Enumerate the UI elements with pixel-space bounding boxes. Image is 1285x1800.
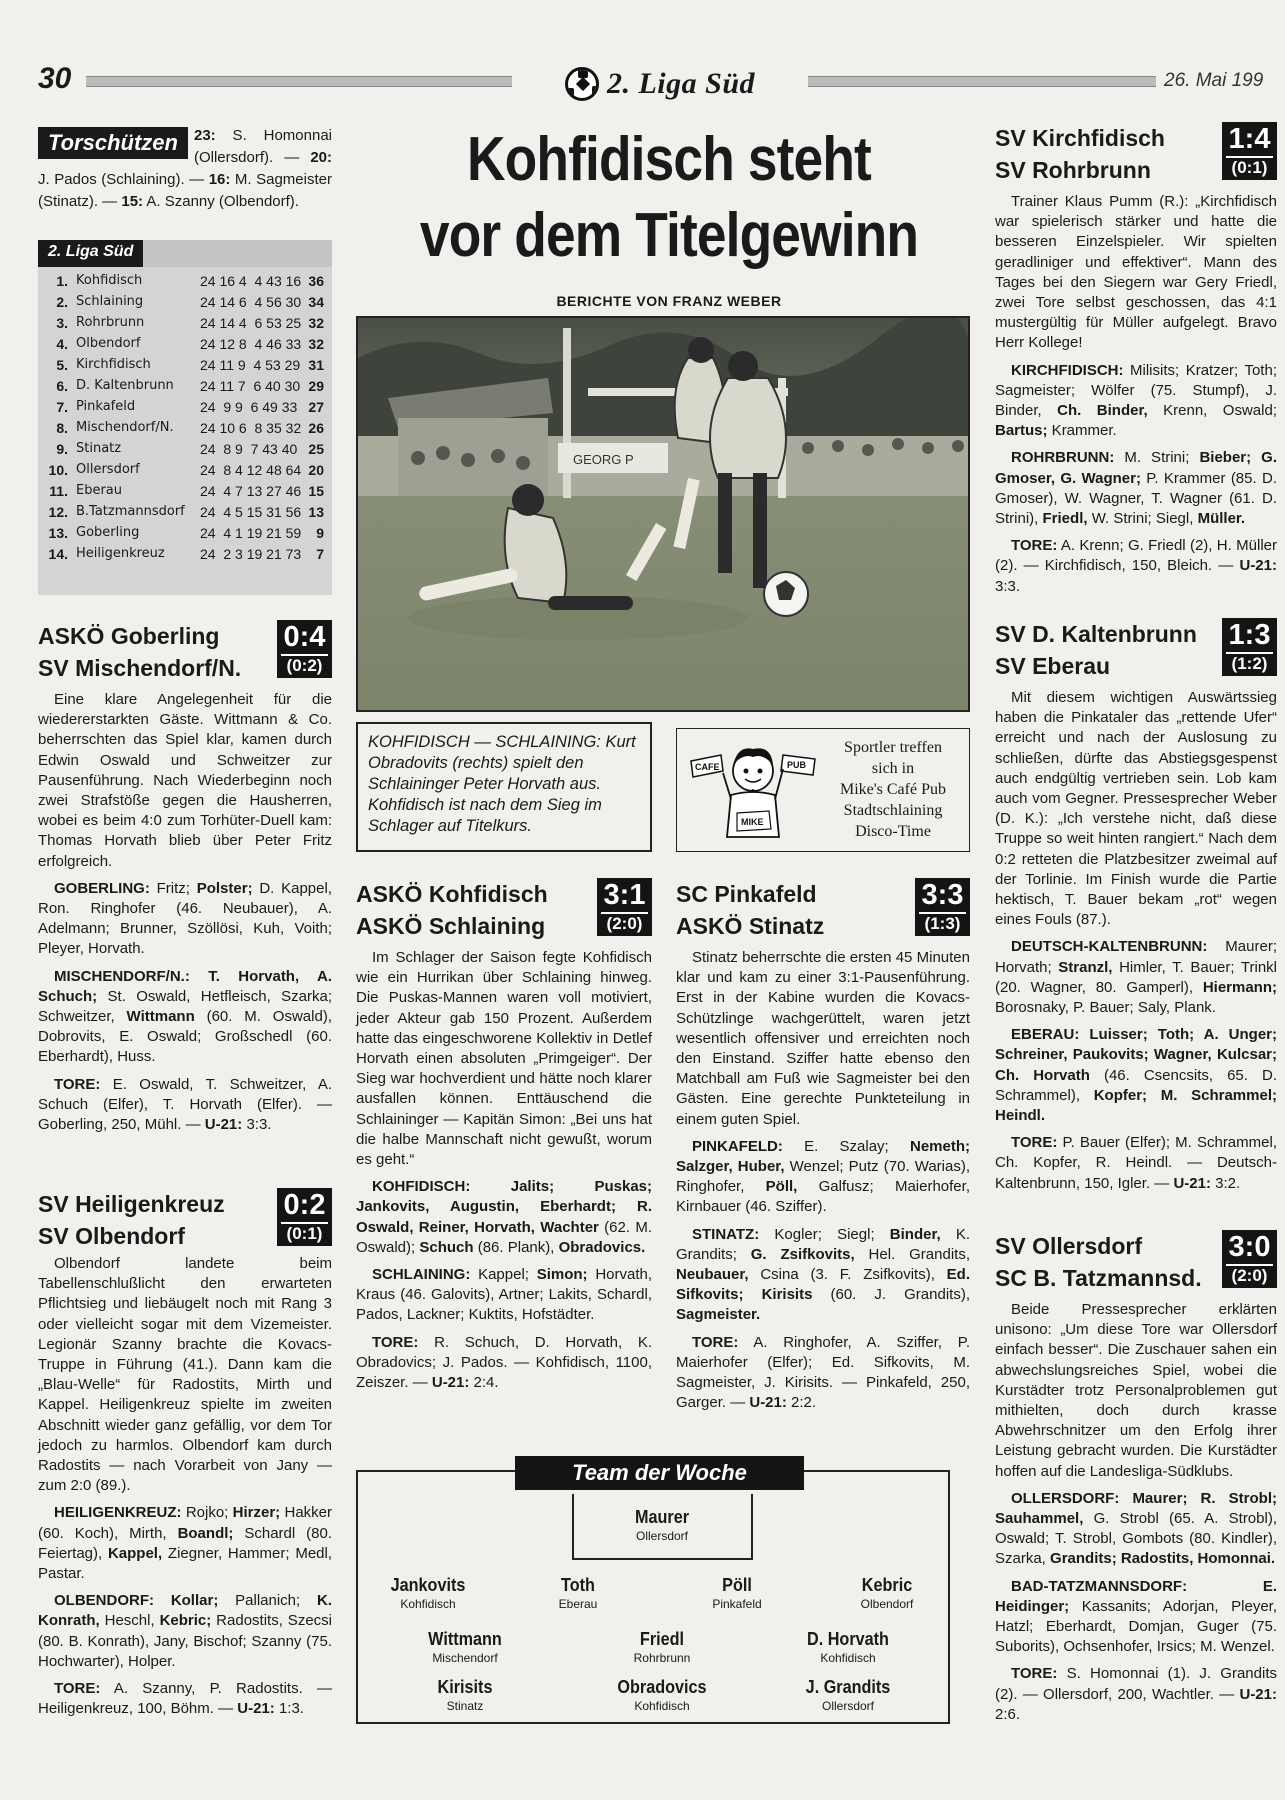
match-photo	[356, 316, 970, 712]
lineup-away: STINATZ: Kogler; Siegl; Binder, K. Grandits; G. Zsifkovits, Hel. Grandits, Neubauer, Csina (3. F. Zsifkovits), Ed. Sifkovits; Kirisits (60. J. Grandits), Sagmeister.	[676, 1225, 970, 1324]
lineup-away: EBERAU: Luisser; Toth; A. Unger; Schreiner, Paukovits; Wagner, Kulcsar; Ch. Horvath (46. Csencsits, 65. D. Schrammel), Kopfer; M. Schrammel; Heindl.	[995, 1026, 1277, 1125]
match-report: Im Schlager der Saison fegte Kohfidisch wie ein Hurrikan über Schlaining hinweg. Die Puskas-Mannen waren voll motiviert, jeder Akteur gab 150 Prozent. Außerdem hatte das eingeschworene Kollektiv in Detlef Horvath einen absoluten „Primgeiger“. Der Sieg war hochverdient und hätte noch klarer ausfallen können. Enttäuschend die Schlaininger — Kapitän Simon: „Bei uns hat die halbe Mannschaft nicht gewußt, worum es geht.“	[356, 949, 652, 1169]
lineup-home: DEUTSCH-KALTENBRUNN: Maurer; Horvath; Stranzl, Himler, T. Bauer; Trinkl (20. Wagner, 80. Gamperl), Hiermann; Borosnaky, P. Bauer; Saly, Plank.	[995, 938, 1277, 1017]
table-cell-team: Stinatz	[76, 441, 122, 456]
lineup-home: PINKAFELD: E. Szalay; Nemeth; Salzger, Huber, Wenzel; Putz (70. Warias), Ringhofer, Pöll, Galfusz; Maierhofer, Kirnbauer (46. Sziffer).	[676, 1137, 970, 1216]
soccer-ball-icon	[565, 67, 599, 101]
table-cell-pos: 14.	[48, 546, 68, 562]
lineup-home: KIRCHFIDISCH: Milisits; Kratzer; Toth; Sagmeister; Wölfer (75. Stumpf), J. Binder, Ch. Binder, Krenn, Oswald; Bartus; Krammer.	[995, 361, 1277, 440]
byline: BERICHTE VON FRANZ WEBER	[556, 293, 782, 309]
goals-line: TORE: A. Krenn; G. Friedl (2), H. Müller (2). — Kirchfidisch, 150, Bleich. — U-21: 3:3.	[995, 537, 1277, 595]
table-row	[46, 294, 324, 315]
apron-text: MIKE	[741, 817, 764, 827]
table-cell-pos: 13.	[48, 525, 68, 541]
team-home: SV Heiligenkreuz	[38, 1191, 225, 1217]
headline: Kohfidisch steht vor dem Titelgewinn	[419, 125, 919, 270]
table-cell-pts: 32	[308, 336, 324, 352]
match-ollersdorf	[995, 1230, 1277, 1725]
table-header	[38, 240, 332, 267]
section-title: 2. Liga Süd	[606, 67, 756, 100]
goals-line: TORE: A. Ringhofer, A. Sziffer, P. Maierhofer (Elfer); Ed. Sifkovits, M. Sagmeister, J. Kirisits. — Pinkafeld, 250, Garger. — U-21: 2:2.	[676, 1333, 970, 1412]
table-cell-pts: 29	[308, 378, 324, 394]
table-row	[46, 546, 324, 567]
page-number: 30	[38, 62, 72, 95]
table-cell-stats: 24 8 4 12 48 64	[200, 462, 302, 478]
table-cell-team: B.Tatzmannsdorf	[76, 504, 185, 519]
team-home: SV Ollersdorf	[995, 1233, 1142, 1259]
match-kohfidisch	[356, 878, 652, 1393]
match-report: Mit diesem wichtigen Auswärtssieg haben die Pinkataler das „rettende Ufer“ erreicht und nach der Auslosung zu schließen, dürfte das Abstiegsgespenst auch endgültig vertrieben sein. Lob kam auch vom Gegner. Pressesprecher Weber (D. K.): „Ich verstehe nicht, daß diese Truppe so weit hinten rangiert.“ Nach dem 0:2 retteten die Platzbesitzer zweimal auf der Torlinie. Im Finish wurde die Partie hektisch, T. Bauer bekam „rot“ wegen eines Fouls (87.).	[995, 689, 1277, 929]
team-away: ASKÖ Stinatz	[676, 913, 825, 939]
table-row	[46, 273, 324, 294]
team-home: ASKÖ Kohfidisch	[356, 881, 548, 907]
match-kaltenbrunn	[995, 618, 1277, 1194]
table-cell-pts: 9	[316, 525, 324, 541]
player: Toth Eberau	[558, 1575, 598, 1611]
table-cell-stats: 24 4 5 15 31 56	[200, 504, 302, 520]
goals-line: TORE: R. Schuch, D. Horvath, K. Obradovics; J. Pados. — Kohfidisch, 1100, Zeiszer. — U-21: 2:4.	[356, 1333, 652, 1392]
table-cell-pts: 26	[308, 420, 324, 436]
table-row	[46, 357, 324, 378]
table-cell-stats: 24 16 4 4 43 16	[200, 273, 302, 289]
table-cell-pts: 13	[308, 504, 324, 520]
team-home: SC Pinkafeld	[676, 881, 817, 907]
table-cell-team: Olbendorf	[76, 336, 141, 351]
goals-line: TORE: A. Szanny, P. Radostits. — Heiligenkreuz, 100, Böhm. — U-21: 1:3.	[38, 1680, 332, 1718]
table-row	[46, 420, 324, 441]
table-cell-stats: 24 14 4 6 53 25	[200, 315, 302, 331]
lineup-home: KOHFIDISCH: Jalits; Puskas; Jankovits, Augustin, Eberhardt; R. Oswald, Reiner, Horvath, Wachter (62. M. Oswald); Schuch (86. Plank), Obradovics.	[356, 1178, 652, 1256]
lineup-home: HEILIGENKREUZ: Rojko; Hirzer; Hakker (60. Koch), Mirth, Boandl; Schardl (80. Feiertag), Kappel, Ziegner, Hammer; Medl, Pastar.	[38, 1504, 333, 1583]
table-row	[46, 441, 324, 462]
match-goberling	[38, 620, 332, 1135]
table-cell-team: Kirchfidisch	[76, 357, 151, 372]
table-cell-team: D. Kaltenbrunn	[76, 378, 174, 393]
score-badge: 1:3 (1:2)	[1222, 618, 1277, 676]
table-cell-pos: 3.	[56, 315, 68, 331]
header-rule-right	[808, 76, 1156, 87]
score-badge: 0:4 (0:2)	[277, 620, 332, 678]
mike-mascot-illustration	[683, 737, 823, 845]
table-cell-pos: 1.	[56, 273, 68, 289]
table-row	[46, 504, 324, 525]
table-cell-pos: 7.	[56, 399, 68, 415]
table-cell-team: Pinkafeld	[76, 399, 136, 414]
match-report: Eine klare Angelegenheit für die wiedererstarkten Gäste. Wittmann & Co. beherrschten das Spiel klar, kamen durch Edwin Oswald und Schweitzer zur Pausenführung. Nach Wiederbeginn noch zwei Strafstöße gegen die Hausherren, wobei es beim 4:0 zum Torhüter-Duell kam: Thomas Horvath blieb über Peter Fritz erfolgreich.	[38, 691, 332, 870]
match-report: Trainer Klaus Pumm (R.): „Kirchfidisch war spielerisch stärker und hatte die besseren Einzelspieler. Wir spielten geradliniger und effektiver“. Mann des Tages bei den Siegern war Gery Friedl, zwei Tore selbst geschossen, das 4:1 mustergültig für Müller aufgelegt. Bravo Herr Kollege!	[995, 193, 1277, 352]
table-cell-pos: 6.	[56, 378, 68, 394]
table-cell-pts: 31	[308, 357, 324, 373]
table-row	[46, 525, 324, 546]
goals-line: TORE: P. Bauer (Elfer); M. Schrammel, Ch. Kopfer, R. Heindl. — Deutsch-Kaltenbrunn, 150, Igler. — U-21: 3:2.	[995, 1134, 1277, 1192]
header-rule-left	[86, 76, 512, 87]
table-cell-stats: 24 11 7 6 40 30	[200, 378, 301, 394]
team-of-the-week	[356, 1460, 950, 1724]
team-away: ASKÖ Schlaining	[356, 913, 546, 939]
table-cell-team: Goberling	[76, 525, 140, 540]
score-badge: 3:1 (2:0)	[597, 878, 652, 936]
table-cell-pos: 8.	[56, 420, 68, 436]
lineup-home: GOBERLING: Fritz; Polster; D. Kappel, Ron. Ringhofer (46. Neubauer), A. Adelmann; Brunner, Szöllösi, Kuh, Voith; Pleyer, Horvath.	[38, 879, 332, 958]
table-cell-stats: 24 8 9 7 43 40	[200, 441, 298, 457]
table-cell-pos: 2.	[56, 294, 68, 310]
player: Obradovics Kohfidisch	[617, 1677, 707, 1713]
lineup-away: SCHLAINING: Kappel; Simon; Horvath, Kraus (46. Galovits), Artner; Lakits, Schardl, Pados, Lackner; Kuktits, Hofstädter.	[356, 1266, 653, 1324]
match-report: Beide Pressesprecher erklärten unisono: „Um diese Tore war Ollersdorf einfach besser“. Die Zuschauer sahen ein abwechslungsreiches Spiel, wobei die Kurstädter trotz Personalproblemen gut mithielten, doch durch krasse Abwehrschnitzer um den Erfolg ihrer Leistung gebracht wurden. Die Kurstädter hoffen auf die Landesliga-Südklubs.	[995, 1301, 1277, 1480]
table-cell-stats: 24 11 9 4 53 29	[200, 357, 301, 373]
goals-line: TORE: S. Homonnai (1). J. Grandits (2). — Ollersdorf, 200, Wachtler. — U-21: 2:6.	[995, 1665, 1277, 1723]
pub-sign-text: PUB	[787, 760, 807, 770]
table-row	[46, 483, 324, 504]
score-badge: 1:4 (0:1)	[1222, 122, 1277, 180]
score-badge: 0:2 (0:1)	[277, 1188, 332, 1246]
lineup-away: OLBENDORF: Kollar; Pallanich; K. Konrath, Heschl, Kebric; Radostits, Szecsi (80. B. Konrath), Jany, Bischof; Szanny (75. Hochwarter), Holper.	[38, 1592, 332, 1670]
player: Kebric Olbendorf	[860, 1575, 914, 1611]
player-goalkeeper: Maurer Ollersdorf	[634, 1507, 690, 1543]
issue-date: 26. Mai 199	[1164, 70, 1264, 91]
table-cell-pts: 20	[308, 462, 324, 478]
goals-line: TORE: E. Oswald, T. Schweitzer, A. Schuch (Elfer), T. Horvath (Elfer). — Goberling, 250, Mühl. — U-21: 3:3.	[38, 1075, 332, 1134]
table-cell-stats: 24 14 6 4 56 30	[200, 294, 302, 310]
team-home: SV D. Kaltenbrunn	[995, 621, 1197, 647]
table-label: 2. Liga Süd	[38, 240, 143, 267]
team-away: SV Rohrbrunn	[995, 157, 1151, 183]
table-cell-pos: 9.	[56, 441, 68, 457]
table-cell-team: Schlaining	[76, 294, 144, 309]
section-logo	[522, 64, 798, 104]
table-cell-team: Mischendorf/N.	[76, 420, 174, 435]
table-cell-pts: 25	[308, 441, 324, 457]
lineup-away: MISCHENDORF/N.: T. Horvath, A. Schuch; St. Oswald, Hetfleisch, Szarka; Schweitzer, Wittmann (60. M. Oswald), Dobrovits, E. Oswald; Großschedl (60. Eberhardt), Huss.	[38, 967, 332, 1066]
match-pinkafeld	[676, 878, 970, 1413]
table-cell-team: Heiligenkreuz	[76, 546, 165, 561]
table-cell-pos: 5.	[56, 357, 68, 373]
table-cell-pos: 12.	[48, 504, 68, 520]
table-cell-pts: 34	[308, 294, 324, 310]
lineup-away: ROHRBRUNN: M. Strini; Bieber; G. Gmoser, G. Wagner; P. Krammer (85. D. Gmoser), W. Wagner, T. Wagner (61. D. Strini), Friedl, W. Strini; Siegl, Müller.	[995, 449, 1277, 528]
team-away: SV Mischendorf/N.	[38, 655, 242, 681]
player: Jankovits Kohfidisch	[390, 1575, 466, 1611]
player: Pöll Pinkafeld	[712, 1575, 762, 1611]
score-badge: 3:0 (2:0)	[1222, 1230, 1277, 1288]
player: Kirisits Stinatz	[437, 1677, 493, 1713]
table-cell-stats: 24 10 6 8 35 32	[200, 420, 302, 436]
table-cell-pos: 10.	[48, 462, 68, 478]
player: J. Grandits Ollersdorf	[805, 1677, 891, 1713]
table-row	[46, 399, 324, 420]
lineup-home: OLLERSDORF: Maurer; R. Strobl; Sauhammel, G. Strobl (65. A. Strobl), Oswald; T. Strobl, Gombots (80. Kindler), Szarka, Grandits; Radostits, Homonnai.	[995, 1489, 1277, 1568]
table-cell-team: Rohrbrunn	[76, 315, 145, 330]
team-home: SV Kirchfidisch	[995, 125, 1165, 151]
team-away: SV Eberau	[995, 653, 1111, 679]
table-cell-team: Kohfidisch	[76, 273, 143, 288]
table-cell-stats: 24 12 8 4 46 33	[200, 336, 302, 352]
table-cell-stats: 24 2 3 19 21 73	[200, 546, 302, 562]
table-cell-pts: 27	[308, 399, 324, 415]
league-table	[38, 267, 332, 595]
table-row	[46, 336, 324, 357]
team-away: SV Olbendorf	[38, 1223, 185, 1249]
table-cell-pts: 36	[308, 273, 324, 289]
team-home: ASKÖ Goberling	[38, 623, 220, 649]
table-cell-pts: 15	[308, 483, 324, 499]
table-cell-pos: 11.	[49, 483, 68, 499]
match-kirchfidisch	[995, 122, 1277, 597]
player: Wittmann Mischendorf	[428, 1629, 502, 1665]
table-cell-pts: 32	[308, 315, 324, 331]
table-row	[46, 378, 324, 399]
match-heiligenkreuz	[38, 1188, 332, 1719]
banner-text: GEORG P	[573, 452, 634, 467]
team-of-week-title: Team der Woche	[515, 1456, 804, 1490]
scorers-label: Torschützen	[38, 127, 188, 159]
team-away: SC B. Tatzmannsd.	[995, 1265, 1202, 1291]
match-report: Olbendorf landete beim Tabellenschlußlicht den erwarteten Pflichtsieg und liebäugelt noch mit Rang 3 oder vielleicht sogar mit dem Vizemeister. Legionär Szanny brachte die Kovacs-Truppe in Führung (41.). Dann kam die „Blau-Welle“ für Radostits, Mirth und Kappel. Heiligenkreuz spielte im zweiten Abschnitt wieder ganz gefällig, vor dem Tor jedoch zu harmlos. Olbendorf kam durch Radostits — nach Vorarbeit von Jany — zum 2:0 (89.).	[38, 1255, 332, 1495]
lineup-away: BAD-TATZMANNSDORF: E. Heidinger; Kassanits; Adorjan, Pleyer, Hatzl; Eberhardt, Domjan, Guger (75. Suborits), Ochsenhofer, Irsics; M. Wenzel.	[995, 1577, 1277, 1656]
table-cell-stats: 24 4 7 13 27 46	[200, 483, 302, 499]
match-report: Stinatz beherrschte die ersten 45 Minuten klar und kam zu einer 3:1-Pausenführung. Erst in der Kabine wurden die Kovacs-Schützlinge wachgerüttelt, waren jetzt wesentlich offensiver und erreichten noch den Einstand. Sziffer hatte ebenso den Matchball am Fuß wie Sagmeister bei den Gästen. Eine gerechte Punkteteilung in einem guten Spiel.	[676, 949, 970, 1128]
table-cell-pts: 7	[316, 546, 324, 562]
photo-caption: KOHFIDISCH — SCHLAINING: Kurt Obradovits (rechts) spielt den Schlaininger Peter Horvath aus. Kohfidisch ist nach dem Sieg im Schlager auf Titelkurs.	[356, 722, 652, 852]
table-cell-stats: 24 9 9 6 49 33	[200, 399, 298, 415]
table-cell-pos: 4.	[56, 336, 68, 352]
scorers-block: Torschützen 23: S. Homonnai (Ollersdorf). — 20: J. Pados (Schlaining). — 16: M. Sagmeister (Stinatz). — 15: A. Szanny (Olbendorf).	[38, 127, 332, 210]
score-badge: 3:3 (1:3)	[915, 878, 970, 936]
cafe-sign-text: CAFE	[695, 762, 720, 772]
table-cell-team: Eberau	[76, 483, 123, 498]
table-cell-stats: 24 4 1 19 21 59	[200, 525, 302, 541]
ad-text: Sportler treffen sich in Mike's Café Pub Stadtschlaining Disco-Time	[840, 739, 946, 840]
table-row	[46, 462, 324, 483]
player: Friedl Rohrbrunn	[633, 1629, 691, 1665]
table-row	[46, 315, 324, 336]
table-cell-team: Ollersdorf	[76, 462, 140, 477]
player: D. Horvath Kohfidisch	[807, 1629, 889, 1665]
advertisement	[676, 728, 970, 852]
